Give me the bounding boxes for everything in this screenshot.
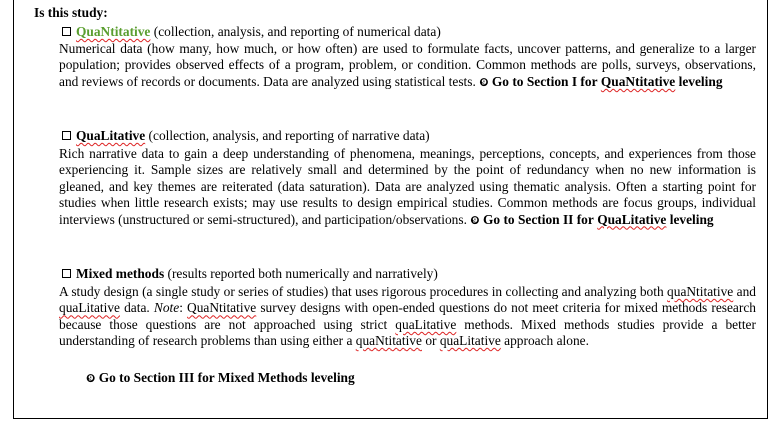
quantitative-body-text: Numerical data (how many, how much, or how often) are used to formulate facts, uncover patterns, and generalize to a larger population; provides observed effects of a program, problem, or condition. Common methods are polls, surveys, observations, and reviews of records or documents. Data are analyzed using statistical tests. [59, 41, 756, 89]
mixed-body-part: A study design (a single study or series of studies) that uses rigorous procedures in collecting and analyzing both [59, 284, 664, 299]
mixed-body-part: approach alone. [504, 333, 589, 349]
mixed-body-term: quaLitative [59, 300, 120, 316]
qualitative-body-text: Rich narrative data to gain a deep understanding of phenomena, meanings, perceptions, concepts, and experiences from those experiencing it. Sample sizes are relatively small and determined by the point of redundancy when no new information is gleaned, and key themes are reiterated (data saturation). Data are analyzed using thematic analysis. Often a starting point for studies when little research exists; may use results to design empirical studies. Common methods are focus groups, individual interviews (unstructured or semi-structured), and participation/observations. [59, 146, 756, 227]
mixed-body-part: or [425, 333, 437, 349]
arrow-bullet-icon: ❾ [470, 213, 480, 227]
qualitative-goto-suffix: leveling [669, 211, 714, 227]
mixed-methods-checkbox[interactable] [62, 269, 71, 278]
mixed-body-term: quaLitative [439, 333, 501, 349]
option-qualitative[interactable] [62, 128, 430, 144]
option-mixed-methods[interactable] [62, 266, 438, 282]
quantitative-goto-suffix: leveling [678, 73, 723, 89]
mixed-methods-description: (results reported both numerically and narratively) [167, 266, 438, 281]
qualitative-goto-prefix: Go to Section II for [482, 211, 594, 227]
mixed-body-part: : [179, 300, 183, 316]
mixed-body-term: QuaNtitative [187, 300, 257, 316]
note-label: Note [153, 300, 180, 316]
quantitative-body [59, 41, 756, 91]
mixed-methods-term: Mixed methods [76, 266, 165, 281]
quantitative-goto-term: QuaNtitative [600, 73, 676, 89]
mixed-body-part: methods. Mixed methods studies provide a better understanding of research problems than using either a [59, 316, 756, 349]
qualitative-term: QuaLitative [76, 128, 146, 143]
mixed-body-part: data. [124, 300, 150, 316]
option-quantitative[interactable] [62, 24, 441, 40]
qualitative-description: (collection, analysis, and reporting of narrative data) [148, 128, 430, 143]
section-heading: Is this study: [34, 5, 108, 20]
arrow-bullet-icon: ❾ [479, 75, 489, 89]
mixed-methods-goto [86, 370, 355, 387]
quantitative-description: (collection, analysis, and reporting of numerical data) [153, 24, 441, 39]
qualitative-body [59, 146, 756, 229]
mixed-methods-goto-text: Go to Section III for Mixed Methods leveling [98, 370, 355, 385]
mixed-body-part: and [736, 284, 756, 299]
arrow-bullet-icon: ❾ [86, 372, 96, 385]
quantitative-checkbox[interactable] [62, 27, 71, 36]
qualitative-goto-term: QuaLitative [597, 211, 667, 227]
mixed-methods-body [59, 284, 756, 350]
mixed-body-part: survey designs with open-ended questions do not meet criteria for mixed methods research because those questions are not approached using strict [59, 300, 756, 332]
quantitative-goto-prefix: Go to Section I for [491, 73, 598, 89]
quantitative-term: QuaNtitative [76, 24, 151, 39]
qualitative-checkbox[interactable] [62, 131, 71, 140]
mixed-body-term: quaNtitative [667, 284, 734, 299]
mixed-body-term: quaLitative [395, 316, 457, 332]
mixed-body-term: quaNtitative [355, 333, 422, 349]
